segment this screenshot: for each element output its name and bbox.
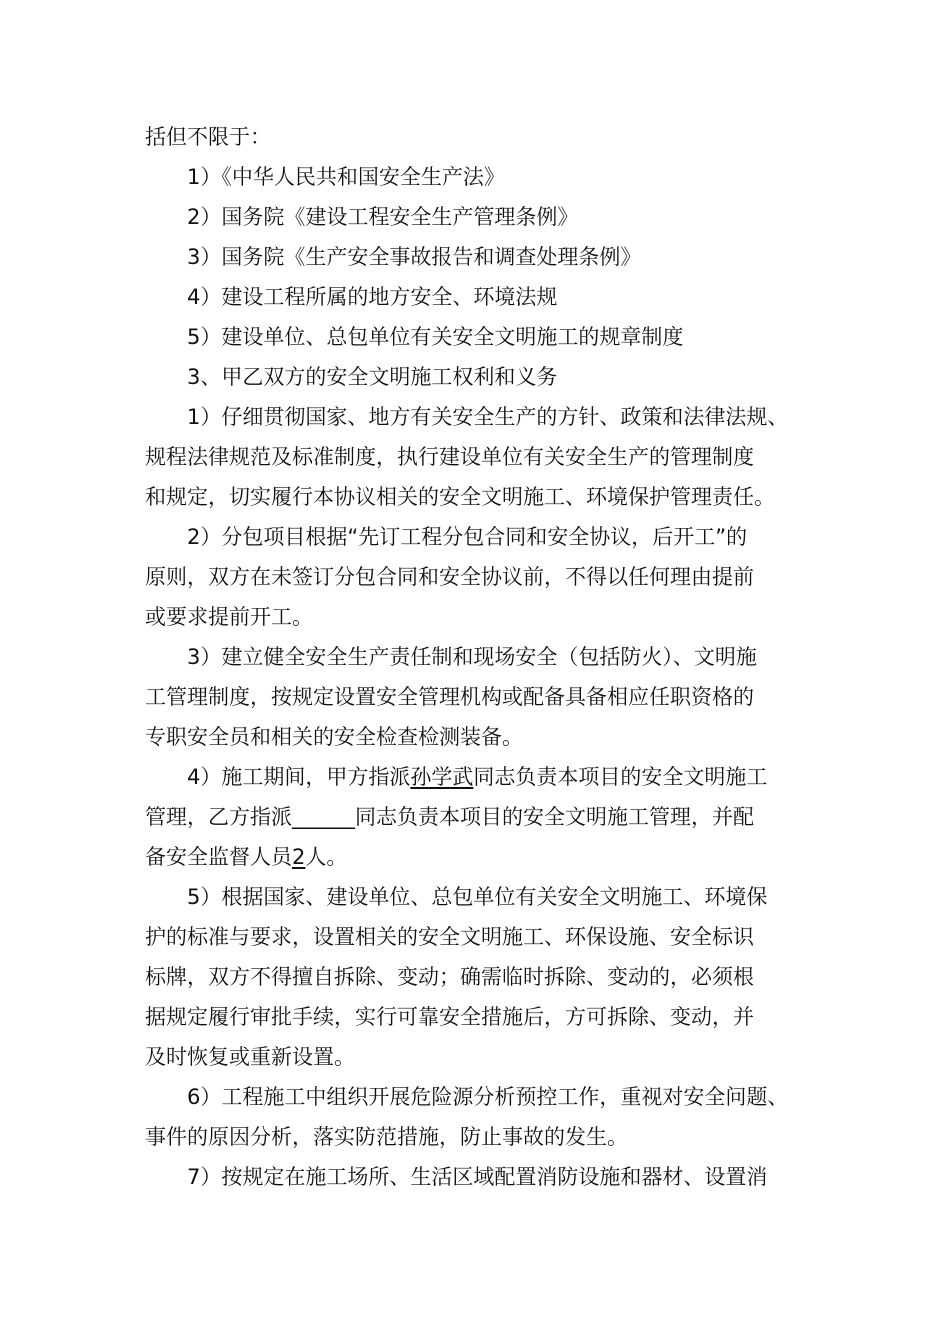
text-line: 1）《中华人民共和国安全生产法》 bbox=[187, 165, 505, 189]
text-line: 及时恢复或重新设置。 bbox=[145, 1045, 355, 1069]
text-line: 7）按规定在施工场所、生活区域配置消防设施和器材、设置消 bbox=[187, 1165, 768, 1189]
text-segment: 备安全监督人员 bbox=[145, 845, 292, 869]
text-line: 工管理制度，按规定设置安全管理机构或配备具备相应任职资格的 bbox=[145, 685, 754, 709]
filled-name: 孙学武 bbox=[410, 765, 474, 789]
filled-count: 2 bbox=[292, 845, 306, 869]
text-line: 或要求提前开工。 bbox=[145, 605, 313, 629]
text-line: 规程法律规范及标准制度，执行建设单位有关安全生产的管理制度 bbox=[145, 445, 754, 469]
text-segment: 管理，乙方指派 bbox=[145, 805, 292, 829]
text-segment: 人。 bbox=[305, 845, 348, 869]
text-segment: 同志负责本项目的安全文明施工 bbox=[473, 765, 768, 789]
text-line: 原则，双方在未签订分包合同和安全协议前，不得以任何理由提前 bbox=[145, 565, 754, 589]
text-line: 2）分包项目根据“先订工程分包合同和安全协议，后开工”的 bbox=[187, 525, 748, 549]
text-line: 3）国务院《生产安全事故报告和调查处理条例》 bbox=[187, 245, 642, 269]
blank-name-field: ______ bbox=[292, 805, 355, 829]
text-line: 2）国务院《建设工程安全生产管理条例》 bbox=[187, 205, 579, 229]
text-segment: 同志负责本项目的安全文明施工管理，并配 bbox=[355, 805, 754, 829]
text-line bbox=[145, 797, 825, 837]
text-segment: 4）施工期间，甲方指派 bbox=[187, 765, 411, 789]
text-line: 1）仔细贯彻国家、地方有关安全生产的方针、政策和法律法规、 bbox=[187, 405, 789, 429]
text-line: 5）建设单位、总包单位有关安全文明施工的规章制度 bbox=[187, 325, 684, 349]
text-line: 护的标准与要求，设置相关的安全文明施工、环保设施、安全标识 bbox=[145, 925, 754, 949]
text-line: 4）建设工程所属的地方安全、环境法规 bbox=[187, 285, 558, 309]
text-line: 专职安全员和相关的安全检查检测装备。 bbox=[145, 725, 523, 749]
document-body bbox=[145, 117, 825, 1197]
section-heading: 3、甲乙双方的安全文明施工权利和义务 bbox=[187, 365, 558, 389]
text-line: 事件的原因分析，落实防范措施，防止事故的发生。 bbox=[145, 1125, 628, 1149]
text-line bbox=[145, 757, 825, 797]
text-line: 括但不限于： bbox=[145, 125, 271, 149]
text-line bbox=[145, 837, 825, 877]
text-line: 据规定履行审批手续，实行可靠安全措施后，方可拆除、变动，并 bbox=[145, 1005, 754, 1029]
text-line: 和规定，切实履行本协议相关的安全文明施工、环境保护管理责任。 bbox=[145, 485, 775, 509]
text-line: 3）建立健全安全生产责任制和现场安全（包括防火）、文明施 bbox=[187, 645, 757, 669]
text-line: 5）根据国家、建设单位、总包单位有关安全文明施工、环境保 bbox=[187, 885, 768, 909]
text-line: 标牌，双方不得擅自拆除、变动；确需临时拆除、变动的，必须根 bbox=[145, 965, 754, 989]
text-line: 6）工程施工中组织开展危险源分析预控工作，重视对安全问题、 bbox=[187, 1085, 789, 1109]
